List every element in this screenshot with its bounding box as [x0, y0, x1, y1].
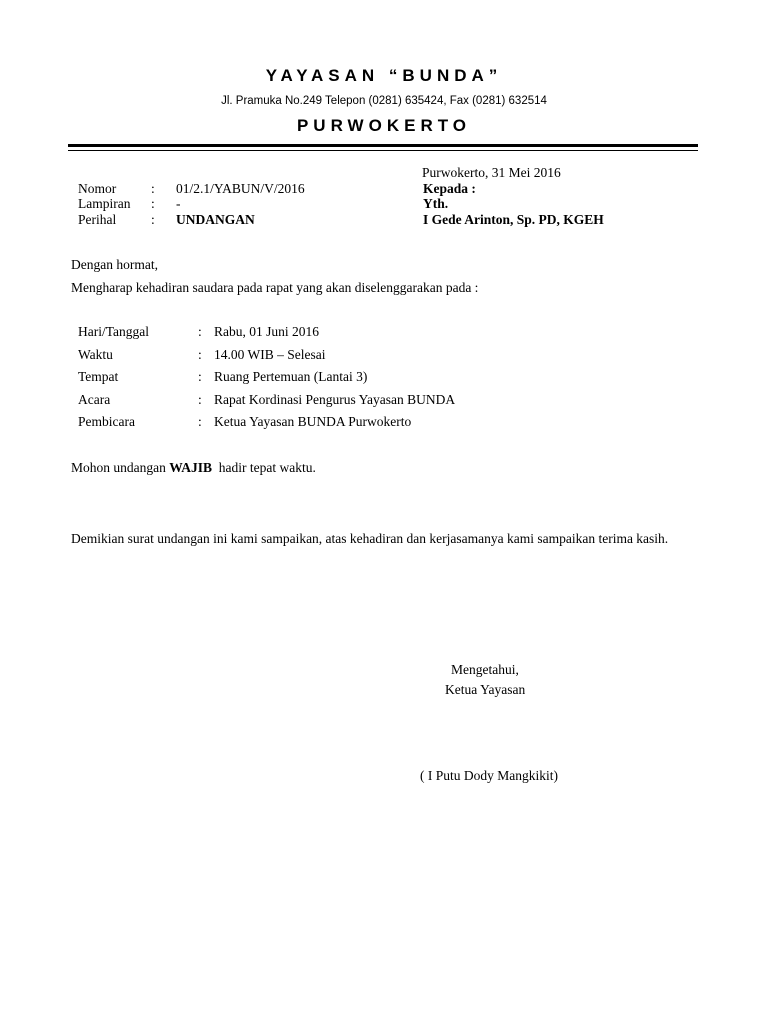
detail-value-date: Rabu, 01 Juni 2016	[214, 324, 320, 339]
letterhead-divider-thin	[68, 150, 698, 151]
nomor-value: 01/2.1/YABUN/V/2016	[176, 181, 305, 196]
nomor-colon: :	[151, 181, 155, 196]
letter-date: Purwokerto, 31 Mei 2016	[422, 165, 561, 180]
detail-value-agenda: Rapat Kordinasi Pengurus Yayasan BUNDA	[214, 392, 456, 407]
greeting: Dengan hormat,	[71, 257, 158, 272]
perihal-value: UNDANGAN	[176, 212, 255, 227]
attendance-note	[71, 460, 316, 476]
recipient-yth: Yth.	[423, 196, 449, 211]
detail-label-time: Waktu	[78, 347, 113, 362]
detail-colon: :	[198, 324, 202, 339]
closing-paragraph: Demikian surat undangan ini kami sampaikan, atas kehadiran dan kerjasamanya kami sampaikan terima kasih.	[71, 531, 669, 546]
lampiran-colon: :	[151, 196, 155, 211]
lampiran-value: -	[176, 196, 181, 211]
detail-label-place: Tempat	[78, 369, 119, 384]
detail-label-agenda: Acara	[78, 392, 111, 407]
detail-value-place: Ruang Pertemuan (Lantai 3)	[214, 369, 368, 384]
attendance-note-suffix: hadir tepat waktu.	[212, 460, 316, 475]
perihal-colon: :	[151, 212, 155, 227]
organization-city: PURWOKERTO	[296, 116, 472, 135]
letterhead-divider-thick	[68, 144, 698, 147]
intro-paragraph: Mengharap kehadiran saudara pada rapat yang akan diselenggarakan pada :	[71, 280, 479, 295]
recipient-kepada: Kepada :	[423, 181, 476, 196]
signature-acknowledged: Mengetahui,	[451, 662, 519, 677]
detail-value-speaker: Ketua Yayasan BUNDA Purwokerto	[214, 414, 412, 429]
detail-colon: :	[198, 414, 202, 429]
attendance-note-emphasis: WAJIB	[169, 460, 213, 475]
detail-colon: :	[198, 347, 202, 362]
signature-position: Ketua Yayasan	[445, 682, 526, 697]
detail-label-date: Hari/Tanggal	[78, 324, 150, 339]
attendance-note-prefix: Mohon undangan	[71, 460, 170, 475]
nomor-label: Nomor	[78, 181, 117, 196]
detail-value-time: 14.00 WIB – Selesai	[214, 347, 326, 362]
recipient-name: I Gede Arinton, Sp. PD, KGEH	[423, 212, 604, 227]
detail-colon: :	[198, 369, 202, 384]
detail-colon: :	[198, 392, 202, 407]
organization-address: Jl. Pramuka No.249 Telepon (0281) 635424, Fax (0281) 632514	[221, 95, 547, 107]
organization-title: YAYASAN “BUNDA”	[265, 66, 503, 85]
lampiran-label: Lampiran	[78, 196, 131, 211]
signatory-name: ( I Putu Dody Mangkikit)	[420, 768, 558, 783]
perihal-label: Perihal	[78, 212, 117, 227]
detail-label-speaker: Pembicara	[78, 414, 135, 429]
